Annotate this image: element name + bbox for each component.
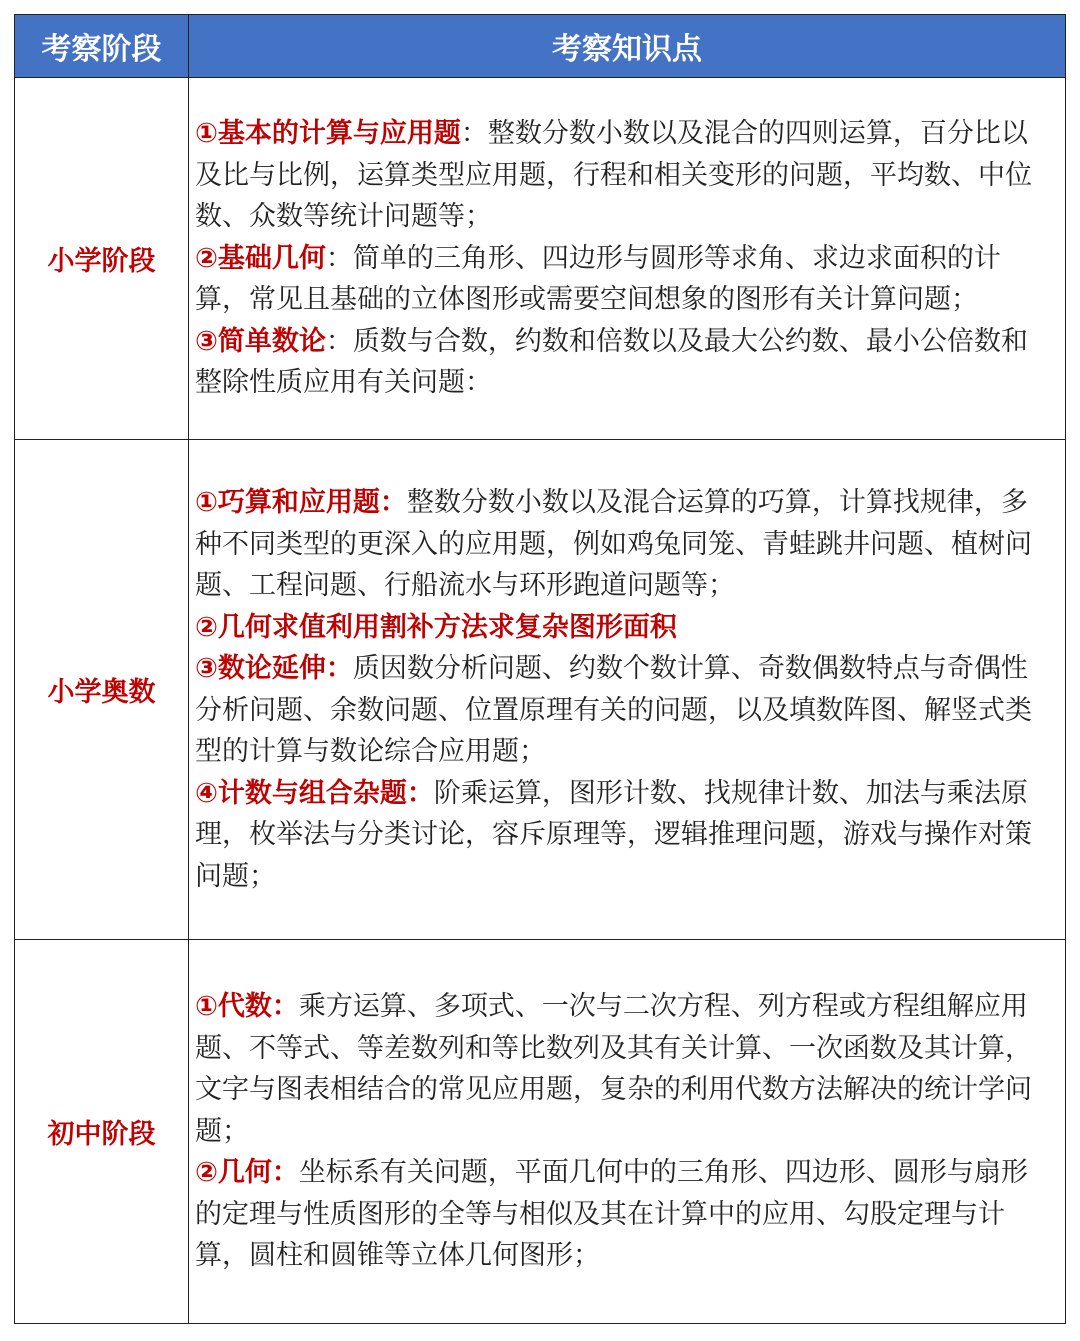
knowledge-cell xyxy=(189,78,1066,440)
item-title: ①代数： xyxy=(195,991,299,1023)
header-stage: 考察阶段 xyxy=(15,15,189,78)
item-body: ：整数分数小数以及混合的四则运算，百分比以及比与比例，运算类型应用题，行程和相关变形的问题，平均数、中位数、众数等统计问题等； xyxy=(195,118,1032,233)
item-title: ②几何求值利用割补方法求复杂图形面积 xyxy=(195,611,677,643)
knowledge-cell xyxy=(189,440,1066,940)
item-title: ②几何： xyxy=(195,1157,299,1189)
knowledge-item xyxy=(195,986,1047,1152)
table-row xyxy=(15,440,1066,940)
item-title: ③简单数论 xyxy=(195,325,326,357)
item-body: 质因数分析问题、约数个数计算、奇数偶数特点与奇偶性分析问题、余数问题、位置原理有关的问题，以及填数阵图、解竖式类型的计算与数论综合应用题； xyxy=(195,653,1032,767)
knowledge-item xyxy=(195,607,1047,649)
header-knowledge: 考察知识点 xyxy=(189,15,1066,78)
item-title: ③数论延伸： xyxy=(195,653,353,684)
item-body: ：质数与合数，约数和倍数以及最大公约数、最小公倍数和整除性质应用有关问题： xyxy=(195,325,1028,399)
item-body: 阶乘运算，图形计数、找规律计数、加法与乘法原理，枚举法与分类讨论，容斥原理等，逻辑推理问题，游戏与操作对策问题； xyxy=(195,777,1032,892)
item-body: 坐标系有关问题，平面几何中的三角形、四边形、圆形与扇形的定理与性质图形的全等与相似及其在计算中的应用、勾股定理与计算，圆柱和圆锥等立体几何图形； xyxy=(195,1157,1028,1272)
knowledge-item xyxy=(195,773,1047,898)
table-row xyxy=(15,78,1066,440)
knowledge-table xyxy=(14,14,1066,1324)
knowledge-item xyxy=(195,482,1047,607)
knowledge-item xyxy=(195,113,1047,238)
item-body: 整数分数小数以及混合运算的巧算，计算找规律，多种不同类型的更深入的应用题，例如鸡兔同笼、青蛙跳井问题、植树问题、工程问题、行船流水与环形跑道问题等； xyxy=(195,487,1032,601)
knowledge-cell xyxy=(189,940,1066,1324)
knowledge-item xyxy=(195,321,1047,404)
knowledge-item xyxy=(195,238,1047,321)
item-title: ②基础几何 xyxy=(195,242,326,274)
item-title: ①巧算和应用题： xyxy=(195,487,407,518)
item-title: ④计数与组合杂题： xyxy=(195,777,434,809)
knowledge-item xyxy=(195,1152,1047,1277)
table-row xyxy=(15,940,1066,1324)
knowledge-item xyxy=(195,648,1047,773)
stage-cell: 小学奥数 xyxy=(15,440,189,940)
stage-cell: 初中阶段 xyxy=(15,940,189,1324)
item-body: ：简单的三角形、四边形与圆形等求角、求边求面积的计算，常见且基础的立体图形或需要空间想象的图形有关计算问题； xyxy=(195,242,1001,316)
header-row xyxy=(15,15,1066,78)
item-title: ①基本的计算与应用题 xyxy=(195,118,461,150)
item-body: 乘方运算、多项式、一次与二次方程、列方程或方程组解应用题、不等式、等差数列和等比数列及其有关计算、一次函数及其计算，文字与图表相结合的常见应用题，复杂的利用代数方法解决的统计学问题； xyxy=(195,991,1032,1147)
stage-cell: 小学阶段 xyxy=(15,78,189,440)
